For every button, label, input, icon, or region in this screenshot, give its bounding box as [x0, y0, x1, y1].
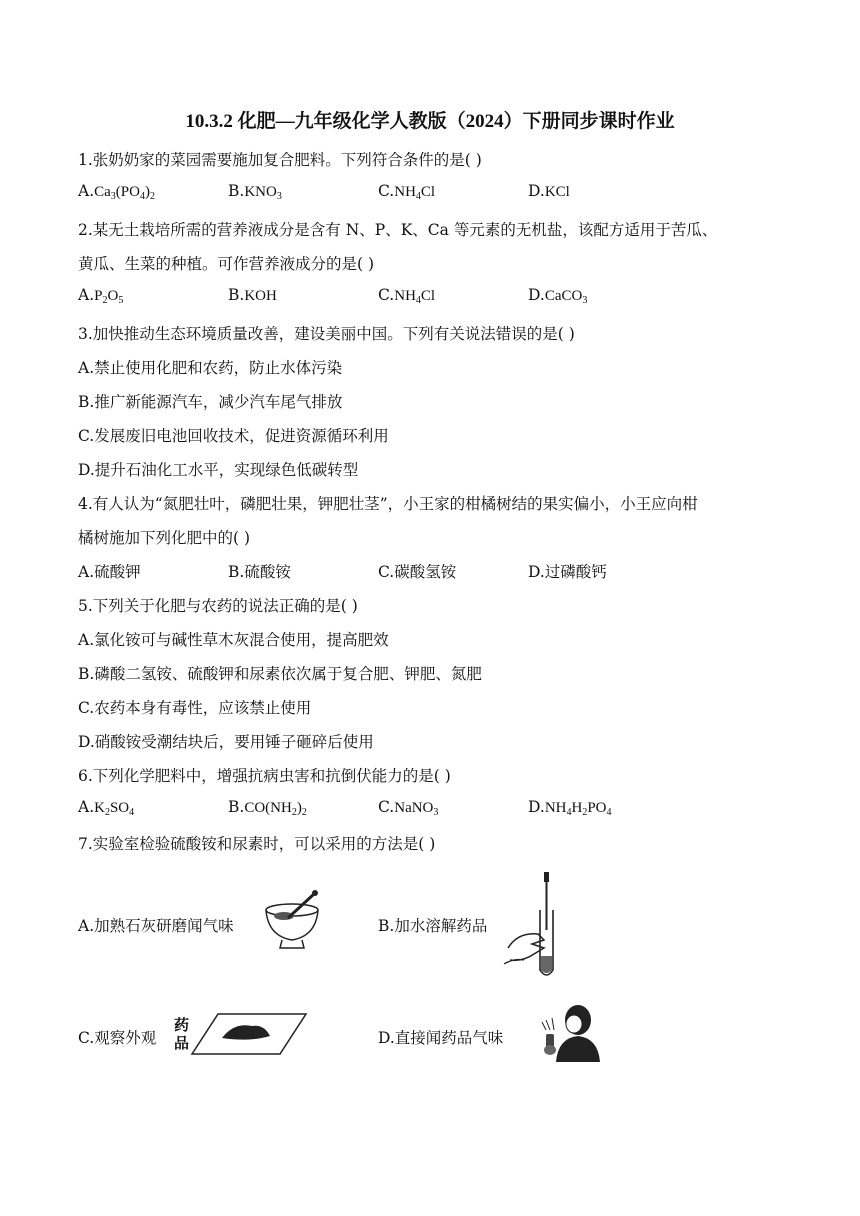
q3-option-b: B.推广新能源汽车，减少汽车尾气排放 [78, 393, 343, 411]
question-2-stem-line1: 2.某无土栽培所需的营养液成分是含有 N、P、K、Ca 等元素的无机盐，该配方适用于苦瓜、 [78, 221, 718, 239]
q2-option-d: D.CaCO$_3$ [528, 286, 588, 306]
q3-option-d: D.提升石油化工水平，实现绿色低碳转型 [78, 461, 359, 479]
q4-option-d: D.过磷酸钙 [528, 563, 607, 581]
q3-option-a: A.禁止使用化肥和农药，防止水体污染 [78, 359, 343, 377]
page-title: 10.3.2 化肥—九年级化学人教版（2024）下册同步课时作业 [185, 111, 675, 132]
q7-option-d: D.直接闻药品气味 [378, 1029, 504, 1047]
q2-option-a: $A.P_2O_5$ [78, 286, 124, 306]
q5-option-c: C.农药本身有毒性，应该禁止使用 [78, 699, 312, 717]
test-tube-dropper-figure [500, 870, 572, 982]
q7-option-c: C.观察外观 [78, 1029, 157, 1047]
smelling-person-figure [536, 1000, 602, 1064]
question-5-stem: 5.下列关于化肥与农药的说法正确的是( ) [78, 597, 358, 615]
q6-option-c: C.NaNO$_3$ [378, 798, 439, 818]
q2-option-b: B.KOH [228, 286, 277, 304]
question-4-stem-line1: 4.有人认为“氮肥壮叶，磷肥壮果，钾肥壮茎”，小王家的柑橘树结的果实偏小，小王应向柑 [78, 495, 698, 513]
question-6-stem: 6.下列化学肥料中，增强抗病虫害和抗倒伏能力的是( ) [78, 767, 451, 785]
question-7-stem: 7.实验室检验硫酸铵和尿素时，可以采用的方法是( ) [78, 835, 436, 853]
mortar-pestle-figure [262, 888, 336, 958]
q4-option-a: A.硫酸钾 [78, 563, 141, 581]
q5-option-a: A.氯化铵可与碱性草木灰混合使用，提高肥效 [78, 631, 389, 649]
q4-option-c: C.碳酸氢铵 [378, 563, 457, 581]
q6-option-b: $B.CO(NH_2)_2$ [228, 798, 307, 818]
q2-option-c: $C.NH_4Cl$ [378, 286, 436, 306]
q5-option-b: B.磷酸二氢铵、硫酸钾和尿素依次属于复合肥、钾肥、氮肥 [78, 665, 482, 683]
reagent-on-paper-figure [190, 1010, 308, 1058]
q7-option-b: B.加水溶解药品 [378, 917, 488, 935]
q1-option-d: D.KCl [528, 182, 570, 200]
question-3-stem: 3.加快推动生态环境质量改善，建设美丽中国。下列有关说法错误的是( ) [78, 325, 575, 343]
q1-option-c: $C.NH_4Cl$ [378, 182, 436, 202]
q7-option-a: A.加熟石灰研磨闻气味 [78, 917, 234, 935]
q6-option-d: $D.NH_4H_2PO_4$ [528, 798, 612, 818]
q1-option-a: $A.Ca_3(PO_4)_2$ [78, 182, 155, 202]
q1-option-b: $B.KNO_3$ [228, 182, 282, 202]
q3-option-c: C.发展废旧电池回收技术，促进资源循环利用 [78, 427, 389, 445]
q6-option-a: $A.K_2SO_4$ [78, 798, 135, 818]
question-2-stem-line2: 黄瓜、生菜的种植。可作营养液成分的是( ) [78, 255, 375, 273]
reagent-label: 药品 [174, 1016, 190, 1052]
q4-option-b: B.硫酸铵 [228, 563, 291, 581]
q5-option-d: D.硝酸铵受潮结块后，要用锤子砸碎后使用 [78, 733, 374, 751]
question-1-stem: 1.张奶奶家的菜园需要施加复合肥料。下列符合条件的是( ) [78, 151, 482, 169]
question-4-stem-line2: 橘树施加下列化肥中的( ) [78, 529, 251, 547]
